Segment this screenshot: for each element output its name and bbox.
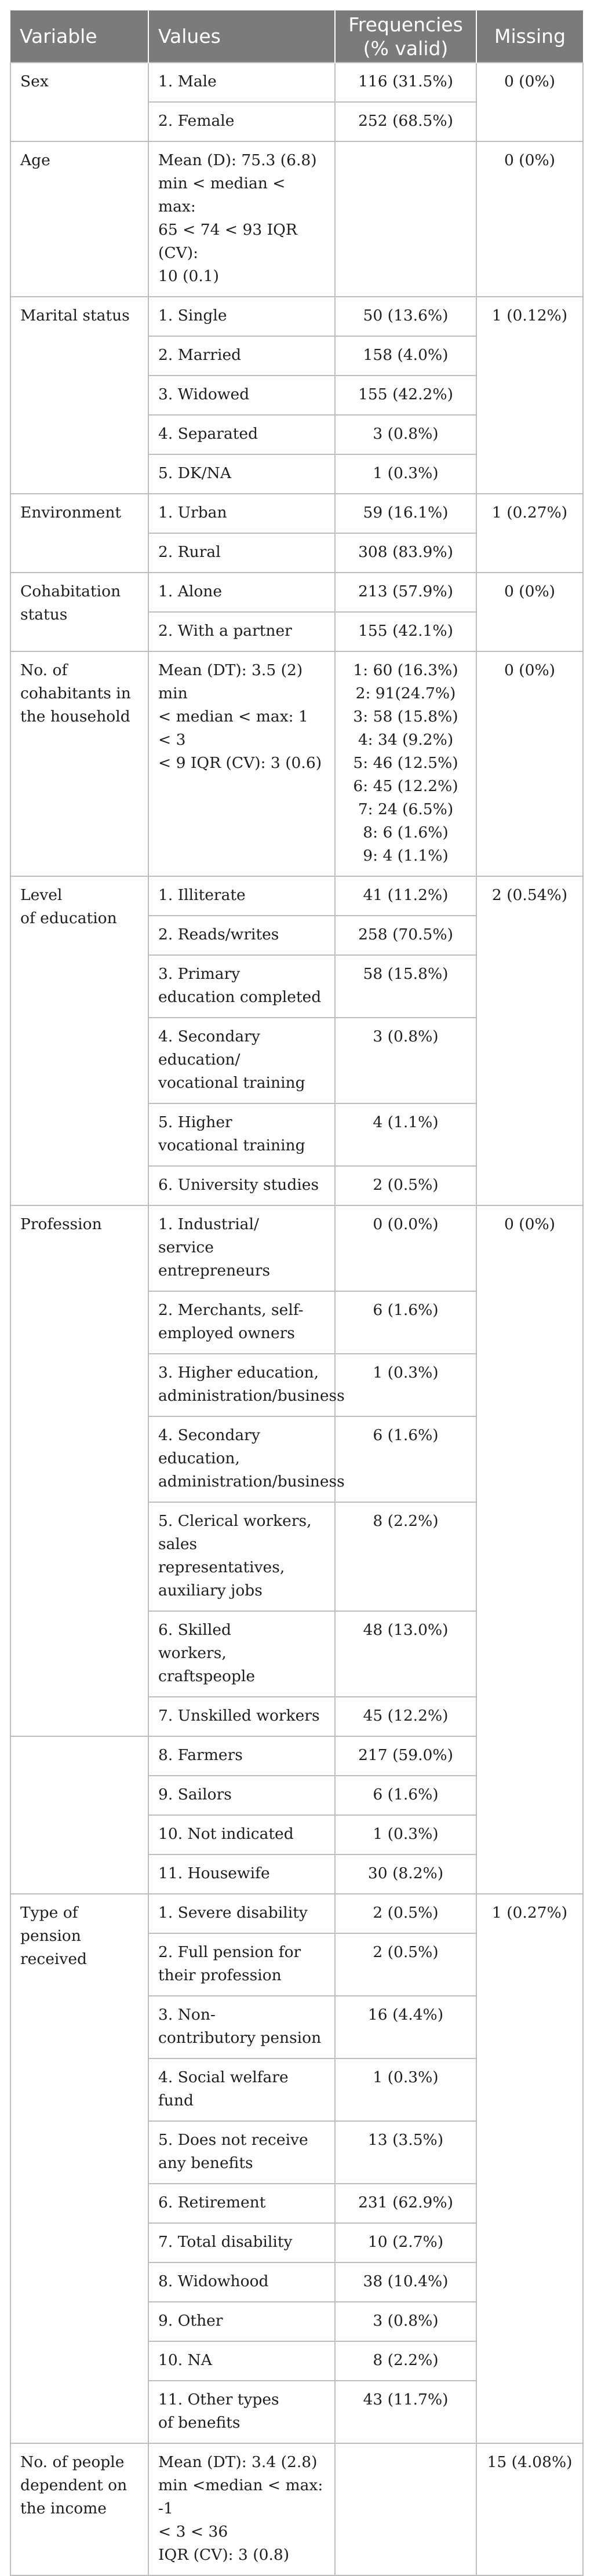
values-cell: 6. Retirement (148, 2184, 335, 2223)
variable-cell: Type of pension received (10, 1894, 148, 2443)
values-cell: 1. Single (148, 297, 335, 336)
table-row (10, 651, 583, 876)
frequency-cell: 1: 60 (16.3%) 2: 91(24.7%) 3: 58 (15.8%) 4: 34 (9.2%) 5: 46 (12.5%) 6: 45 (12.2%) 7: 24 (6.5%) 8: 6 (1.6%) 9: 4 (1.1%) (335, 651, 476, 876)
variable-cell: Profession (10, 1205, 148, 1736)
values-cell: Mean (DT): 3.5 (2) min < median < max: 1 < 3 < 9 IQR (CV): 3 (0.6) (148, 651, 335, 876)
values-cell: 4. Secondary education, administration/business (148, 1416, 335, 1502)
frequency-cell: 231 (62.9%) (335, 2184, 476, 2223)
frequency-cell: 16 (4.4%) (335, 1996, 476, 2058)
missing-cell: 15 (4.08%) (476, 2443, 583, 2575)
frequency-cell: 41 (11.2%) (335, 876, 476, 916)
frequency-cell: 48 (13.0%) (335, 1611, 476, 1697)
values-cell: 1. Male (148, 63, 335, 102)
frequency-cell: 13 (3.5%) (335, 2121, 476, 2184)
frequency-cell: 258 (70.5%) (335, 916, 476, 955)
variable-cell: Level of education (10, 876, 148, 1205)
frequency-cell: 45 (12.2%) (335, 1697, 476, 1736)
frequency-cell: 0 (0.0%) (335, 1205, 476, 1291)
variable-cell: No. of cohabitants in the household (10, 651, 148, 876)
values-cell: 4. Social welfare fund (148, 2058, 335, 2121)
frequency-cell: 1 (0.3%) (335, 1354, 476, 1416)
frequency-cell: 1 (0.3%) (335, 1815, 476, 1854)
values-cell: 2. Female (148, 102, 335, 141)
values-cell: 5. Does not receive any benefits (148, 2121, 335, 2184)
values-cell: 2. With a partner (148, 612, 335, 651)
values-cell: 9. Sailors (148, 1776, 335, 1815)
missing-cell: 0 (0%) (476, 63, 583, 141)
header-values: Values (148, 10, 335, 63)
variable-cell: Age (10, 141, 148, 297)
variable-cell (10, 1736, 148, 1894)
values-cell: 4. Separated (148, 415, 335, 454)
values-cell: 10. NA (148, 2341, 335, 2381)
header-missing: Missing (476, 10, 583, 63)
table-row (10, 141, 583, 297)
variable-cell: Marital status (10, 297, 148, 494)
frequency-cell: 58 (15.8%) (335, 955, 476, 1018)
table-row (10, 1894, 583, 1933)
frequency-cell: 2 (0.5%) (335, 1894, 476, 1933)
frequency-cell: 3 (0.8%) (335, 1018, 476, 1103)
frequency-cell: 116 (31.5%) (335, 63, 476, 102)
values-cell: 1. Industrial/ service entrepreneurs (148, 1205, 335, 1291)
values-cell: 2. Merchants, self- employed owners (148, 1291, 335, 1354)
table-row (10, 63, 583, 102)
values-cell: 3. Primary education completed (148, 955, 335, 1018)
variable-cell: Cohabitation status (10, 573, 148, 651)
frequency-cell: 1 (0.3%) (335, 2058, 476, 2121)
table-header (10, 10, 583, 63)
frequency-cell: 8 (2.2%) (335, 2341, 476, 2381)
values-cell: 1. Severe disability (148, 1894, 335, 1933)
frequency-cell: 59 (16.1%) (335, 494, 476, 533)
frequency-cell: 8 (2.2%) (335, 1502, 476, 1611)
missing-cell: 1 (0.27%) (476, 1894, 583, 2443)
table-row (10, 1205, 583, 1291)
frequency-cell: 6 (1.6%) (335, 1776, 476, 1815)
values-cell: 2. Reads/writes (148, 916, 335, 955)
header-variable: Variable (10, 10, 148, 63)
frequency-cell: 1 (0.3%) (335, 454, 476, 494)
frequency-cell (335, 2443, 476, 2575)
table-row (10, 573, 583, 612)
values-cell: 10. Not indicated (148, 1815, 335, 1854)
frequency-cell: 10 (2.7%) (335, 2223, 476, 2262)
values-cell: 2. Full pension for their profession (148, 1933, 335, 1996)
frequency-cell: 4 (1.1%) (335, 1103, 476, 1166)
missing-cell: 0 (0%) (476, 1205, 583, 1894)
frequency-cell: 155 (42.2%) (335, 376, 476, 415)
values-cell: Mean (D): 75.3 (6.8) min < median < max: 65 < 74 < 93 IQR (CV): 10 (0.1) (148, 141, 335, 297)
table-row (10, 297, 583, 336)
table-row (10, 2443, 583, 2575)
values-cell: 8. Widowhood (148, 2262, 335, 2302)
frequency-cell: 213 (57.9%) (335, 573, 476, 612)
missing-cell: 0 (0%) (476, 651, 583, 876)
values-cell: 1. Alone (148, 573, 335, 612)
values-cell: 5. DK/NA (148, 454, 335, 494)
values-cell: 7. Unskilled workers (148, 1697, 335, 1736)
values-cell: 2. Married (148, 336, 335, 376)
missing-cell: 1 (0.27%) (476, 494, 583, 573)
values-cell: 11. Housewife (148, 1854, 335, 1894)
values-cell: 9. Other (148, 2302, 335, 2341)
frequency-cell: 43 (11.7%) (335, 2381, 476, 2443)
missing-cell: 0 (0%) (476, 141, 583, 297)
values-cell: 3. Higher education, administration/business (148, 1354, 335, 1416)
table-row (10, 876, 583, 916)
frequency-cell: 38 (10.4%) (335, 2262, 476, 2302)
header-frequencies: Frequencies (% valid) (335, 10, 476, 63)
values-cell: 3. Widowed (148, 376, 335, 415)
data-table (10, 10, 584, 2576)
values-cell: 7. Total disability (148, 2223, 335, 2262)
frequency-cell: 3 (0.8%) (335, 415, 476, 454)
frequency-cell: 2 (0.5%) (335, 1166, 476, 1205)
values-cell: 2. Rural (148, 533, 335, 573)
frequency-cell: 30 (8.2%) (335, 1854, 476, 1894)
values-cell: 1. Urban (148, 494, 335, 533)
frequency-cell: 6 (1.6%) (335, 1416, 476, 1502)
values-cell: 6. University studies (148, 1166, 335, 1205)
frequency-cell (335, 141, 476, 297)
variable-cell: Environment (10, 494, 148, 573)
missing-cell: 2 (0.54%) (476, 876, 583, 1205)
values-cell: Mean (DT): 3.4 (2.8) min <median < max: -1 < 3 < 36 IQR (CV): 3 (0.8) (148, 2443, 335, 2575)
missing-cell: 0 (0%) (476, 573, 583, 651)
values-cell: 4. Secondary education/ vocational training (148, 1018, 335, 1103)
header-row (10, 10, 583, 63)
values-cell: 5. Clerical workers, sales representatives, auxiliary jobs (148, 1502, 335, 1611)
table-row (10, 494, 583, 533)
frequency-cell: 6 (1.6%) (335, 1291, 476, 1354)
variable-cell: Sex (10, 63, 148, 141)
missing-cell: 1 (0.12%) (476, 297, 583, 494)
frequency-cell: 155 (42.1%) (335, 612, 476, 651)
variable-cell: No. of people dependent on the income (10, 2443, 148, 2575)
values-cell: 8. Farmers (148, 1736, 335, 1776)
frequency-cell: 3 (0.8%) (335, 2302, 476, 2341)
frequency-cell: 158 (4.0%) (335, 336, 476, 376)
values-cell: 3. Non- contributory pension (148, 1996, 335, 2058)
values-cell: 11. Other types of benefits (148, 2381, 335, 2443)
table-body (10, 63, 583, 2575)
frequency-cell: 2 (0.5%) (335, 1933, 476, 1996)
values-cell: 5. Higher vocational training (148, 1103, 335, 1166)
frequency-cell: 252 (68.5%) (335, 102, 476, 141)
values-cell: 6. Skilled workers, craftspeople (148, 1611, 335, 1697)
values-cell: 1. Illiterate (148, 876, 335, 916)
frequency-cell: 308 (83.9%) (335, 533, 476, 573)
frequency-cell: 217 (59.0%) (335, 1736, 476, 1776)
frequency-cell: 50 (13.6%) (335, 297, 476, 336)
